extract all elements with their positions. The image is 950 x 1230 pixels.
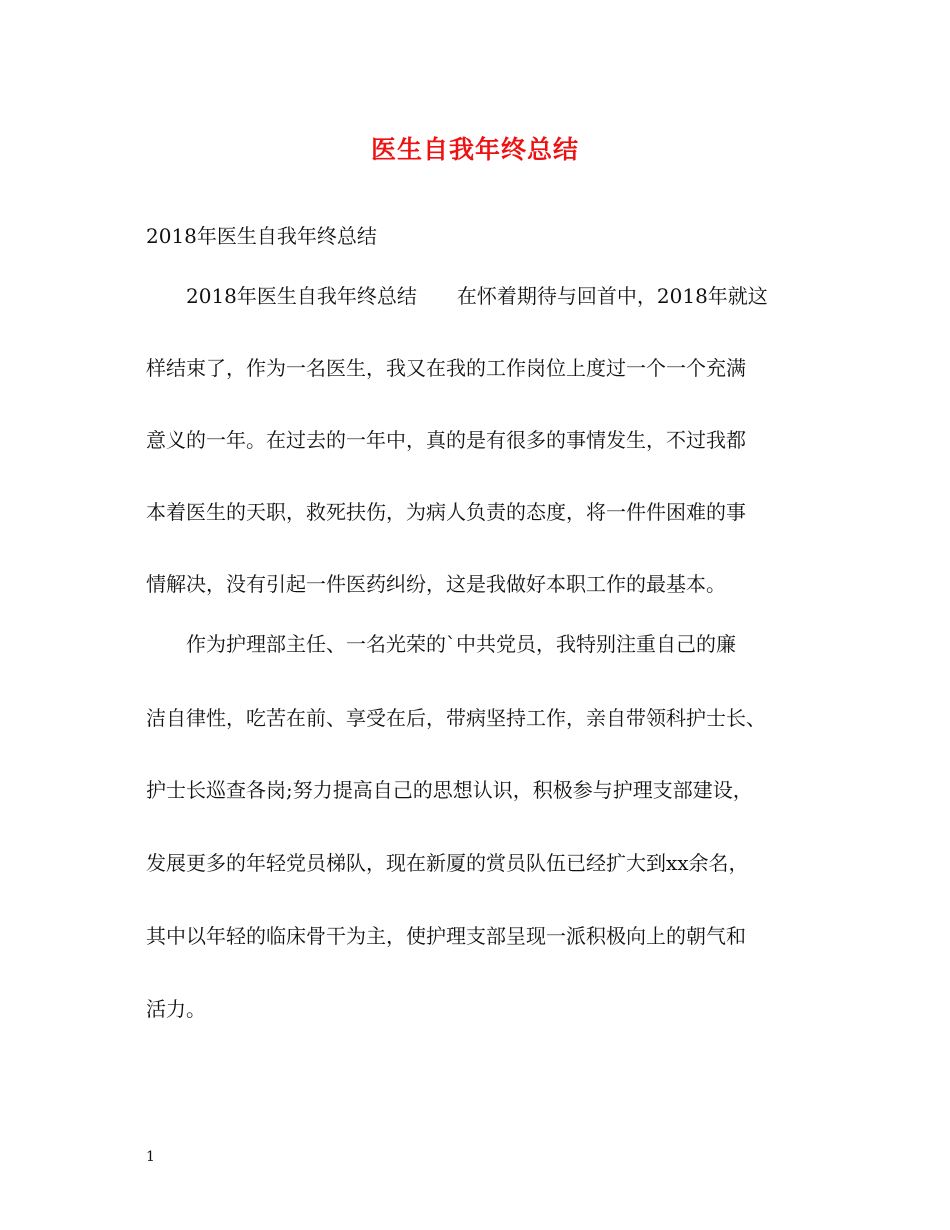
paragraph-line: 其中以年轻的临床骨干为主，使护理支部呈现一派积极向上的朝气和 bbox=[146, 924, 746, 948]
paragraph-1 bbox=[146, 282, 826, 602]
paragraph-2 bbox=[146, 630, 826, 1021]
paragraph-line: 活力。 bbox=[146, 997, 206, 1021]
paragraph-line: 作为护理部主任、一名光荣的`中共党员，我特别注重自己的廉 bbox=[146, 632, 736, 656]
document-title: 医生自我年终总结 bbox=[370, 135, 579, 164]
page-number: 1 bbox=[146, 1149, 155, 1165]
paragraph-line: 本着医生的天职，救死扶伤，为病人负责的态度，将一件件困难的事 bbox=[146, 500, 746, 524]
paragraph-line: 意义的一年。在过去的一年中，真的是有很多的事情发生，不过我都 bbox=[146, 428, 746, 452]
document-subtitle: 2018年医生自我年终总结 bbox=[146, 224, 377, 248]
paragraph-line: 护士长巡查各岗;努力提高自己的思想认识，积极参与护理支部建设， bbox=[146, 778, 753, 802]
paragraph-line: 2018年医生自我年终总结 在怀着期待与回首中，2018年就这 bbox=[146, 284, 768, 308]
paragraph-line: 发展更多的年轻党员梯队，现在新厦的赏员队伍已经扩大到xx余名， bbox=[146, 851, 749, 875]
paragraph-line: 样结束了，作为一名医生，我又在我的工作岗位上度过一个一个充满 bbox=[146, 356, 746, 380]
paragraph-line: 洁自律性，吃苦在前、享受在后，带病坚持工作，亲自带领科护士长、 bbox=[146, 706, 766, 730]
paragraph-line: 情解决，没有引起一件医药纠纷，这是我做好本职工作的最基本。 bbox=[146, 572, 726, 596]
